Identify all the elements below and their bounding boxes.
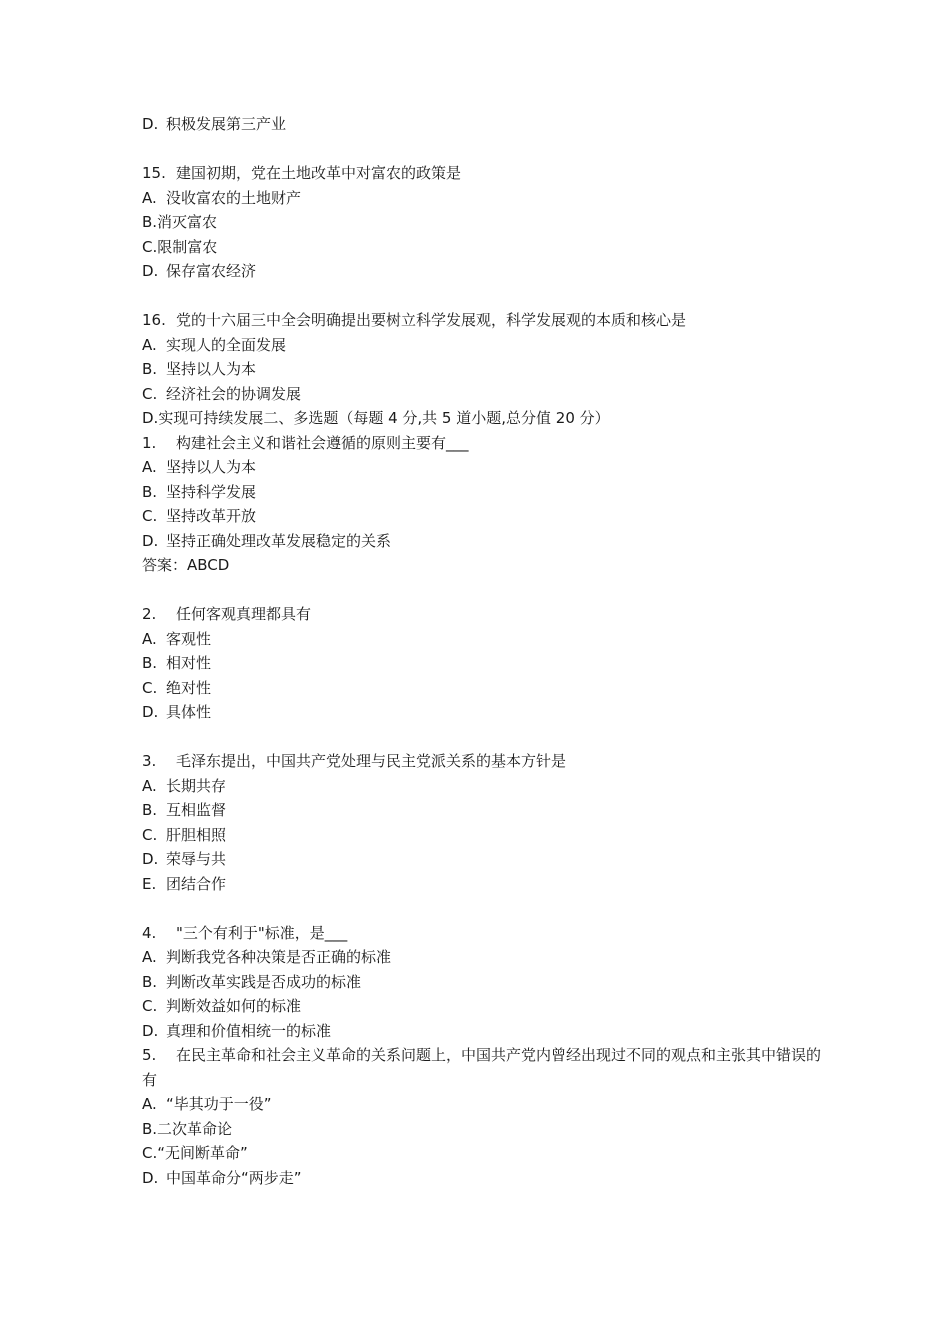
- question-text: 在民主革命和社会主义革命的关系问题上，中国共产党内曾经出现过不同的观点和主张其中错误的有: [142, 1046, 822, 1089]
- option-label: A.: [142, 335, 157, 354]
- option-text: 肝胆相照: [166, 825, 227, 844]
- question-number: 1.: [142, 433, 157, 452]
- question-line: [142, 431, 822, 456]
- option-text: 判断改革实践是否成功的标准: [166, 972, 362, 991]
- option-text: “毕其功于一役”: [166, 1095, 272, 1113]
- option-line: [142, 455, 822, 480]
- option-text: 互相监督: [166, 801, 227, 819]
- text-line: C.“无间断革命”: [142, 1144, 248, 1162]
- option-label: A.: [142, 629, 157, 648]
- option-line: [142, 357, 822, 382]
- question-number: 5.: [142, 1046, 157, 1064]
- question-text: 建国初期，党在土地改革中对富农的政策是: [176, 164, 462, 182]
- option-line: [142, 1092, 822, 1117]
- option-text: 荣辱与共: [166, 850, 227, 868]
- text-line: C.限制富农: [142, 237, 218, 256]
- option-label: D.: [142, 531, 159, 550]
- question-number: 16.: [142, 311, 166, 329]
- text-line: B.二次革命论: [142, 1119, 233, 1138]
- blank-line: [142, 725, 822, 750]
- question-line: [142, 161, 822, 186]
- question-text: 构建社会主义和谐社会遵循的原则主要有___: [176, 433, 469, 452]
- option-text: 坚持正确处理改革发展稳定的关系: [166, 531, 392, 550]
- option-line: [142, 112, 822, 137]
- option-line: [142, 1019, 822, 1044]
- option-text: 保存富农经济: [166, 262, 257, 280]
- option-label: C.: [142, 825, 158, 844]
- option-label: A.: [142, 948, 157, 966]
- option-text: 判断效益如何的标准: [166, 997, 302, 1015]
- option-label: D.: [142, 115, 159, 133]
- option-text: 相对性: [166, 654, 212, 672]
- option-line: [142, 798, 822, 823]
- option-line: [142, 774, 822, 799]
- option-line: [142, 529, 822, 554]
- option-label: E.: [142, 874, 157, 893]
- option-label: A.: [142, 1095, 157, 1113]
- option-text: 中国革命分“两步走”: [166, 1168, 302, 1187]
- option-label: C.: [142, 384, 158, 403]
- option-label: D.: [142, 1168, 159, 1187]
- text-line: D.实现可持续发展二、多选题（每题 4 分,共 5 道小题,总分值 20 分）: [142, 409, 610, 427]
- option-label: D.: [142, 703, 159, 721]
- option-text: 没收富农的土地财产: [166, 188, 302, 207]
- option-text: 坚持以人为本: [166, 458, 257, 476]
- option-line: [142, 259, 822, 284]
- option-line: [142, 382, 822, 407]
- question-text: 党的十六届三中全会明确提出要树立科学发展观，科学发展观的本质和核心是: [176, 311, 687, 329]
- option-line: [142, 847, 822, 872]
- option-label: C.: [142, 997, 158, 1015]
- option-line: [142, 333, 822, 358]
- question-text: "三个有利于"标准，是___: [176, 923, 348, 942]
- option-line: [142, 994, 822, 1019]
- option-label: A.: [142, 188, 157, 207]
- question-line: [142, 749, 822, 774]
- question-line: [142, 1043, 822, 1092]
- option-label: C.: [142, 678, 158, 697]
- text-line: 答案：ABCD: [142, 556, 230, 574]
- option-label: B.: [142, 654, 158, 672]
- blank-line: [142, 896, 822, 921]
- question-number: 3.: [142, 752, 157, 770]
- option-line: [142, 700, 822, 725]
- option-label: A.: [142, 458, 157, 476]
- option-label: B.: [142, 360, 158, 378]
- option-label: D.: [142, 850, 159, 868]
- option-text: 经济社会的协调发展: [166, 384, 302, 403]
- option-line: [142, 480, 822, 505]
- option-text: 实现人的全面发展: [166, 335, 287, 354]
- option-label: B.: [142, 972, 158, 991]
- option-text: 判断我党各种决策是否正确的标准: [166, 948, 392, 966]
- question-number: 2.: [142, 605, 157, 623]
- question-text: 毛泽东提出，中国共产党处理与民主党派关系的基本方针是: [176, 752, 567, 770]
- blank-line: [142, 137, 822, 162]
- option-label: C.: [142, 507, 158, 525]
- question-line: [142, 308, 822, 333]
- exam-content: [142, 112, 822, 1190]
- option-label: D.: [142, 1021, 159, 1040]
- option-label: A.: [142, 776, 157, 795]
- option-line: [142, 823, 822, 848]
- text-line: B.消灭富农: [142, 213, 218, 231]
- option-text: 团结合作: [166, 874, 227, 893]
- option-text: 真理和价值相统一的标准: [166, 1021, 332, 1040]
- question-text: 任何客观真理都具有: [176, 605, 312, 623]
- question-number: 4.: [142, 923, 157, 942]
- option-text: 坚持改革开放: [166, 507, 257, 525]
- option-text: 积极发展第三产业: [166, 115, 287, 133]
- option-line: [142, 627, 822, 652]
- option-line: [142, 651, 822, 676]
- option-text: 客观性: [166, 629, 212, 648]
- option-line: [142, 1166, 822, 1191]
- option-line: [142, 872, 822, 897]
- option-text: 坚持以人为本: [166, 360, 257, 378]
- option-text: 坚持科学发展: [166, 482, 257, 501]
- option-text: 绝对性: [166, 678, 212, 697]
- blank-line: [142, 284, 822, 309]
- option-line: [142, 186, 822, 211]
- option-text: 长期共存: [166, 776, 227, 795]
- option-label: B.: [142, 801, 158, 819]
- option-label: B.: [142, 482, 158, 501]
- option-line: [142, 970, 822, 995]
- option-line: [142, 676, 822, 701]
- blank-line: [142, 578, 822, 603]
- option-line: [142, 945, 822, 970]
- option-text: 具体性: [166, 703, 212, 721]
- question-line: [142, 602, 822, 627]
- option-label: D.: [142, 262, 159, 280]
- option-line: [142, 504, 822, 529]
- question-number: 15.: [142, 164, 166, 182]
- question-line: [142, 921, 822, 946]
